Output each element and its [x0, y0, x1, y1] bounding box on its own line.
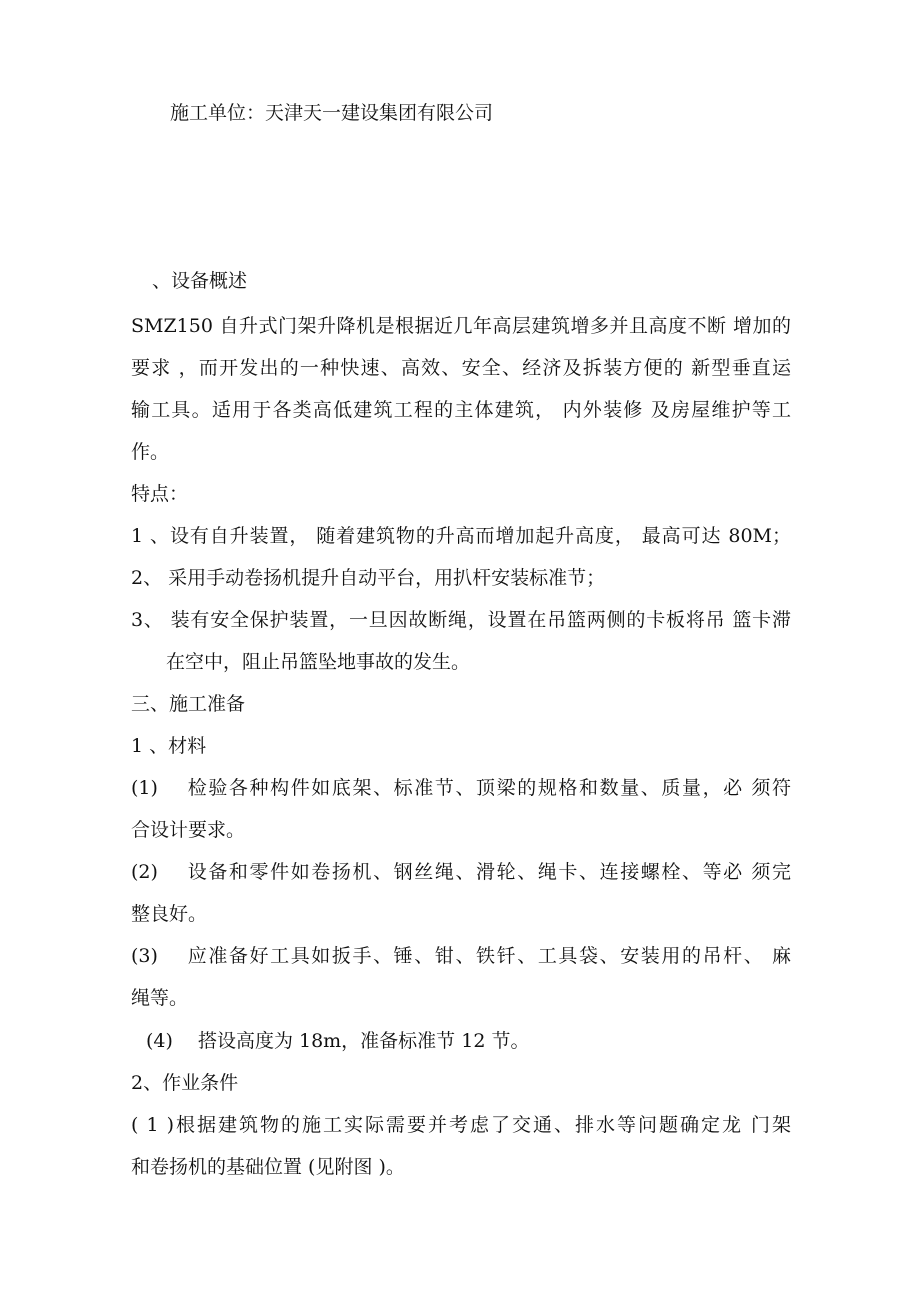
feature-item: 3、 装有安全保护装置，一旦因故断绳，设置在吊篮两侧的卡板将吊 篮卡滞 [131, 609, 791, 631]
feature-item: 2、 采用手动卷扬机提升自动平台，用扒杆安装标准节； [131, 567, 606, 589]
section-heading-overview: 、设备概述 [152, 270, 248, 292]
material-item: (4) 搭设高度为 18m，准备标准节 12 节。 [146, 1030, 530, 1052]
sub-heading-materials: 1 、材料 [131, 735, 207, 757]
construction-unit: 施工单位：天津天一建设集团有限公司 [170, 102, 494, 124]
material-item: (3) 应准备好工具如扳手、锤、钳、铁钎、工具袋、安装用的吊杆、 麻 [131, 945, 791, 967]
overview-paragraph-line: SMZ150 自升式门架升降机是根据近几年高层建筑增多并且高度不断 增加的 [131, 315, 791, 337]
features-label: 特点： [131, 483, 189, 505]
sub-heading-conditions: 2、作业条件 [131, 1072, 239, 1094]
overview-paragraph-line: 作。 [131, 441, 170, 463]
feature-item: 1 、设有自升装置， 随着建筑物的升高而增加起升高度， 最高可达 80M； [131, 525, 791, 547]
overview-paragraph-line: 要求 ，而开发出的一种快速、高效、安全、经济及拆装方便的 新型垂直运 [131, 357, 791, 379]
feature-item-continuation: 在空中，阻止吊篮坠地事故的发生。 [166, 651, 471, 673]
condition-item-continuation: 和卷扬机的基础位置 (见附图 )。 [131, 1156, 405, 1178]
section-heading-preparation: 三、施工准备 [131, 693, 246, 715]
material-item-continuation: 合设计要求。 [131, 819, 246, 841]
condition-item: ( 1 )根据建筑物的施工实际需要并考虑了交通、排水等问题确定龙 门架 [131, 1114, 791, 1136]
material-item: (1) 检验各种构件如底架、标准节、顶梁的规格和数量、质量，必 须符 [131, 777, 791, 799]
overview-paragraph-line: 输工具。适用于各类高低建筑工程的主体建筑， 内外装修 及房屋维护等工 [131, 399, 791, 421]
material-item: (2) 设备和零件如卷扬机、钢丝绳、滑轮、绳卡、连接螺栓、等必 须完 [131, 861, 791, 883]
material-item-continuation: 整良好。 [131, 903, 208, 925]
material-item-continuation: 绳等。 [131, 987, 189, 1009]
